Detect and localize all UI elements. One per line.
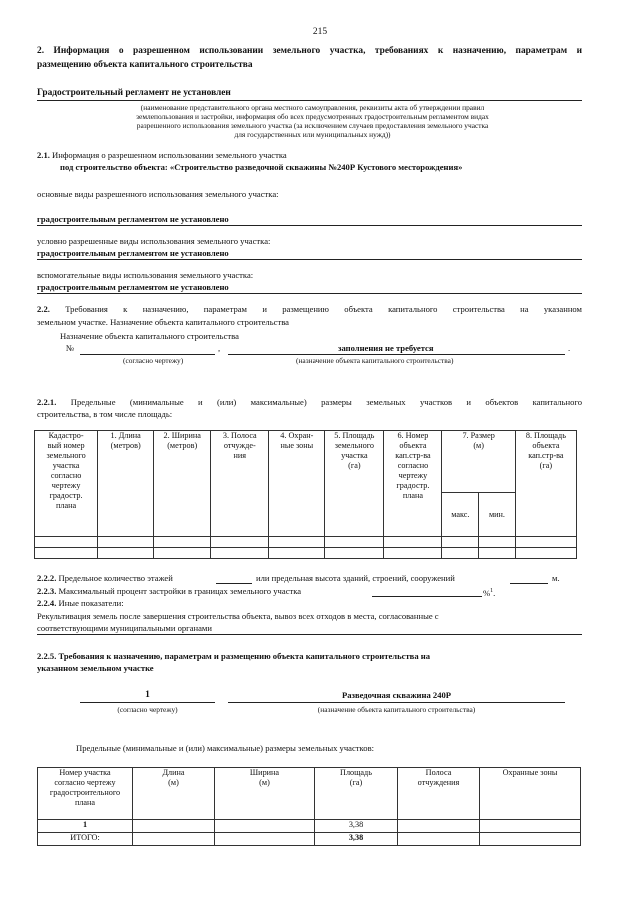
plot-sizes-table [37,767,581,846]
organ-note-line-3: разрешенного использования земельного участка (за исключением случаев предоставления земельного участка [136,121,489,130]
caption-left-2: (согласно чертежу) [117,705,178,714]
th-protected-zones: 4. Охран- ные зоны [269,431,325,537]
object-number-value: 1 [145,690,150,700]
section-2-2-3-unit: %$^1$. [483,587,496,598]
section-2-2-line-1 [37,304,582,315]
sizes-table-row [35,537,577,548]
section-2-2-2-text-1: Предельное количество этажей [58,573,173,583]
table-row-total [38,833,581,846]
recult-line-1: Рекультивация земель после завершения строительства объекта, вывоз всех отходов в места, согласованные с [37,611,439,621]
number-blank-line [80,354,215,355]
object-name-line [228,702,565,703]
th-size: 7. Размер (м) [442,431,515,493]
main-uses-value: градостроительным регламентом не установлено [37,214,229,224]
th-size-min: мин. [479,493,516,537]
caption-right-2: (назначение объекта капитального строительства) [317,705,476,714]
section-2-2-3-number: 2.2.3. [37,586,57,596]
object-prefix: под строительство объекта: [60,162,170,172]
object-line [60,162,462,173]
section-2-2-5-number: 2.2.5. [37,651,57,661]
purpose-blank-line [228,354,565,355]
cond-uses-label: условно разрешенные виды использования земельного участка: [37,236,271,246]
table-row [38,820,581,833]
th-length: 1. Длина (метров) [98,431,154,537]
section-2-2-3 [37,586,301,597]
th-plot-area: Площадь (га) [315,768,398,820]
section-2-2-2-number: 2.2.2. [37,573,57,583]
section-2-heading-line-1: 2. Информация о разрешенном использовании земельного участка, требованиях к назначению, параметрам и [37,46,582,56]
th-object-number: 6. Номер объекта кап.стр-ва согласно чертежу градостр. плана [384,431,442,537]
sizes-table-row [35,548,577,559]
main-uses-label: основные виды разрешенного использования земельного участка: [37,189,279,199]
object-name-value: Разведочная скважина 240Р [341,690,452,700]
object-number-line [80,702,215,703]
section-2-2-4-number: 2.2.4. [37,598,57,608]
organ-note-line-1: (наименование представительного органа местного самоуправления, реквизиты акта об утверждении правил [140,103,485,112]
aux-uses-value: градостроительным регламентом не установлено [37,282,229,292]
comma: , [218,343,221,353]
gradreg-title: Градостроительный регламент не установлен [37,88,231,98]
th-plot-width: Ширина (м) [215,768,315,820]
recult-underline [37,634,582,635]
section-2-2-2-text-2: или предельная высота зданий, строений, сооружений [256,573,455,583]
limits-label: Предельные (минимальные и (или) максимальные) размеры земельных участков: [76,743,375,753]
organ-note [60,103,565,139]
height-blank-line [510,583,548,584]
section-2-2-2 [37,573,173,584]
th-cadastral: Кадастро- вый номер земельного участка согласно чертежу градостр. плана [35,431,98,537]
th-object-area: 8. Площадь объекта кап.стр-ва (га) [515,431,576,537]
th-exclusion-strip: 3. Полоса отчужде- ния [211,431,269,537]
caption-right: (назначение объекта капитального строительства) [296,356,454,365]
section-2-2-4 [37,598,124,609]
object-name: «Строительство разведочной скважины №240Р Кустового месторождения» [169,162,463,172]
sizes-table-header-row [35,431,577,493]
section-2-heading-line-2: размещению объекта капитального строительства [37,60,253,70]
th-size-max: макс. [442,493,479,537]
section-2-2-5-line-1 [37,651,430,662]
sizes-table [34,430,577,559]
floors-blank-line [216,583,252,584]
organ-note-line-4: для государственных или муниципальных нужд)) [234,130,391,139]
section-2-1-text: Информация о разрешенном использовании земельного участка [52,150,287,160]
section-2-2-line-2: земельном участке. Назначение объекта капитального строительства [37,317,289,327]
section-2-2-3-text: Максимальный процент застройки в границах земельного участка [58,586,302,596]
caption-left: (согласно чертежу) [123,356,184,365]
th-plot-protected: Охранные зоны [480,768,581,820]
th-plot-number: Номер участка согласно чертежу градостроительного плана [38,768,133,820]
recult-line-2: соответствующими муниципальными органами [37,623,212,633]
section-2-1-number: 2.1. [37,150,50,160]
section-2-2-4-text: Иные показатели: [58,598,124,608]
fill-value: заполнения не требуется [338,343,434,353]
main-uses-underline [37,225,582,226]
cond-uses-underline [37,259,582,260]
gradreg-underline [37,100,582,101]
th-plot-length: Длина (м) [133,768,215,820]
cell-plot-number: 1 [38,820,133,833]
cell-total-area: 3,38 [315,833,398,846]
section-2-2-1-line-2: строительства, в том числе площадь: [37,409,173,419]
organ-note-line-2: землепользования и застройки, информация обо всех предусмотренных градостроительным регламентом видах [136,112,489,121]
aux-uses-label: вспомогательные виды использования земельного участка: [37,270,254,280]
section-2-2-5-text: Требования к назначению, параметрам и размещению объекта капитального строительства на [58,651,431,661]
section-2-2-number: 2.2. [37,304,50,314]
plot-sizes-header-row [38,768,581,820]
th-width: 2. Ширина (метров) [154,431,211,537]
section-2-2-text: Требования к назначению, параметрам и размещению объекта капитального строительства на указанном [65,304,582,314]
th-land-area: 5. Площадь земельного участка (га) [325,431,384,537]
section-2-1 [37,150,287,161]
no-label: № [66,343,75,353]
aux-uses-underline [37,293,582,294]
section-2-2-1-text: Предельные (минимальные и (или) максимальные) размеры земельных участков и объектов капитального [70,397,582,407]
section-2-2-1-number: 2.2.1. [37,397,57,407]
section-2-2-2-unit: м. [552,573,560,583]
section-2-2-line-3: Назначение объекта капитального строительства [60,331,239,341]
section-2-2-1-line-1 [37,397,582,408]
th-plot-exclusion: Полоса отчуждения [398,768,480,820]
page-number: 215 [312,27,328,37]
section-2-2-5-line-2: указанном земельном участке [37,663,154,673]
dot: . [568,343,571,353]
cell-total-label: ИТОГО: [38,833,133,846]
cond-uses-value: градостроительным регламентом не установлено [37,248,229,258]
cell-plot-area: 3,38 [315,820,398,833]
percent-blank-line [372,596,482,597]
